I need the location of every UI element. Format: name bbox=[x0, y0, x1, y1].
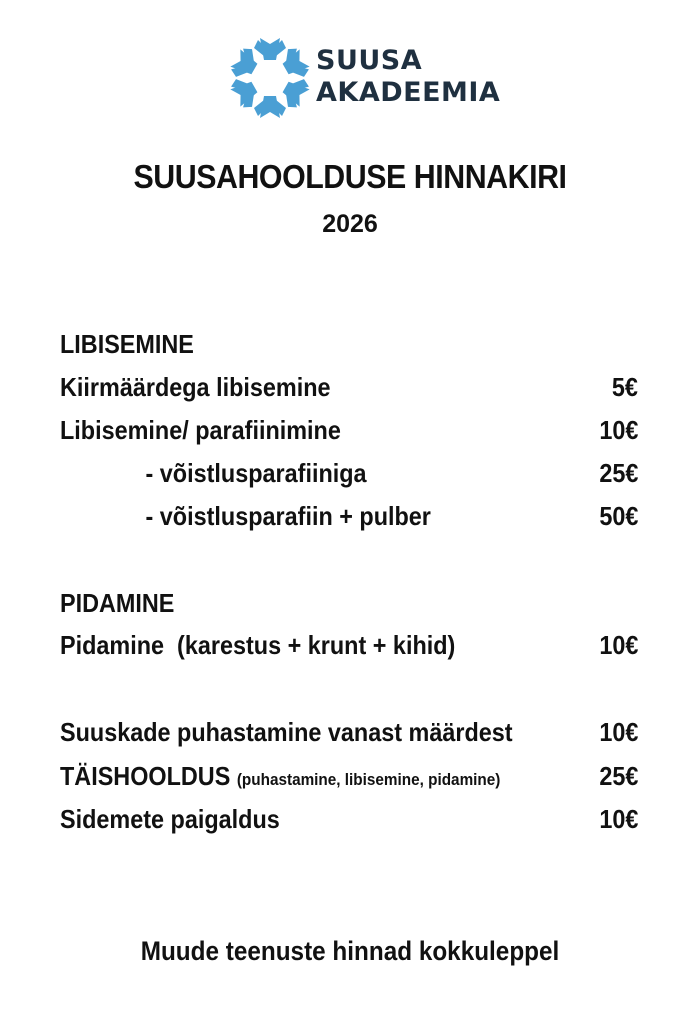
service-price: 10€ bbox=[598, 415, 638, 445]
price-row bbox=[60, 803, 638, 835]
service-label: Pidamine (karestus + krunt + kihid) bbox=[60, 630, 456, 660]
price-row bbox=[60, 371, 638, 403]
service-price: 5€ bbox=[611, 372, 638, 402]
section-heading: LIBISEMINE bbox=[60, 329, 194, 359]
service-price: 25€ bbox=[598, 761, 638, 791]
price-row bbox=[60, 760, 638, 796]
snowflake-icon bbox=[224, 32, 316, 124]
price-row bbox=[60, 500, 638, 532]
price-row bbox=[60, 716, 638, 748]
price-row bbox=[60, 457, 638, 489]
section-heading: PIDAMINE bbox=[60, 588, 175, 618]
service-label: TÄISHOOLDUS bbox=[60, 761, 231, 791]
service-note: (puhastamine, libisemine, pidamine) bbox=[236, 770, 501, 789]
brand-logo bbox=[224, 32, 501, 124]
service-label: Kiirmäärdega libisemine bbox=[60, 372, 331, 402]
service-label: - võistlusparafiin + pulber bbox=[145, 501, 431, 531]
service-price: 10€ bbox=[598, 630, 638, 660]
price-row bbox=[60, 629, 638, 661]
service-label: Sidemete paigaldus bbox=[60, 804, 280, 834]
service-price: 25€ bbox=[598, 458, 638, 488]
page-year: 2026 bbox=[322, 210, 378, 238]
page-title: SUUSAHOOLDUSE HINNAKIRI bbox=[133, 158, 567, 195]
service-price: 10€ bbox=[598, 804, 638, 834]
brand-name-line1: SUUSA bbox=[316, 45, 423, 76]
service-price: 10€ bbox=[598, 717, 638, 747]
service-label: Libisemine/ parafiinimine bbox=[60, 415, 341, 445]
price-row bbox=[60, 414, 638, 446]
section-heading-libisemine bbox=[60, 328, 638, 360]
brand-name-line2: AKADEEMIA bbox=[316, 77, 501, 108]
section-heading-pidamine bbox=[60, 587, 638, 619]
footer-note: Muude teenuste hinnad kokkuleppel bbox=[140, 936, 560, 966]
service-label-with-note bbox=[60, 760, 500, 796]
service-price: 50€ bbox=[598, 501, 638, 531]
service-label: - võistlusparafiiniga bbox=[145, 458, 367, 488]
service-label: Suuskade puhastamine vanast määrdest bbox=[60, 717, 513, 747]
